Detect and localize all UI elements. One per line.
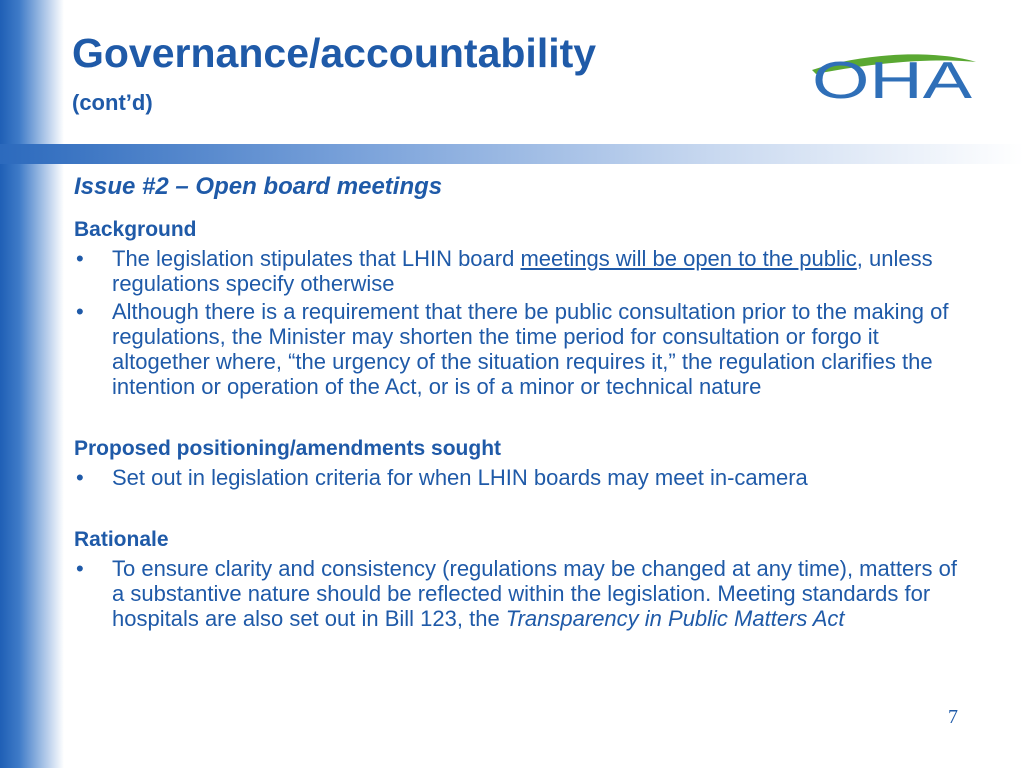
logo-text: OHA bbox=[812, 52, 973, 104]
bullet-icon: • bbox=[76, 556, 84, 581]
background-list bbox=[74, 246, 964, 399]
bullet-icon: • bbox=[76, 465, 84, 490]
oha-logo bbox=[806, 40, 982, 104]
act-title: Transparency in Public Matters Act bbox=[505, 606, 845, 631]
rationale-bullet-1-text: To ensure clarity and consistency (regulations may be changed at any time), matters of a substantive nature should be reflected within the legislation. Meeting standards for hospitals are also set out in Bill 123, the bbox=[112, 556, 957, 631]
proposed-bullet-1-text: Set out in legislation criteria for when LHIN boards may meet in-camera bbox=[112, 465, 808, 490]
list-item bbox=[74, 556, 964, 631]
list-item bbox=[74, 299, 964, 399]
open-meetings-link[interactable]: meetings will be open to the public bbox=[520, 246, 857, 271]
rationale-heading: Rationale bbox=[74, 528, 169, 551]
bullet-icon: • bbox=[76, 299, 84, 324]
list-item bbox=[74, 246, 964, 296]
background-bullet-2-text: Although there is a requirement that there be public consultation prior to the making of regulations, the Minister may shorten the time period for consultation or forgo it altogether where, “the urgency of the situation requires it,” the regulation clarifies the intention or operation of the Act, or is of a minor or technical nature bbox=[112, 299, 949, 399]
background-heading: Background bbox=[74, 218, 197, 241]
slide-subtitle: (cont’d) bbox=[72, 90, 153, 115]
list-item bbox=[74, 465, 964, 490]
issue-heading: Issue #2 – Open board meetings bbox=[74, 173, 443, 200]
bullet-icon: • bbox=[76, 246, 84, 271]
page-number: 7 bbox=[948, 706, 958, 728]
proposed-heading: Proposed positioning/amendments sought bbox=[74, 437, 502, 460]
background-bullet-1-text: The legislation stipulates that LHIN board bbox=[112, 246, 521, 271]
background-bullet-1-tail: , unless regulations specify otherwise bbox=[112, 246, 933, 296]
slide-content bbox=[74, 174, 964, 634]
header-divider bbox=[0, 144, 1024, 164]
rationale-list bbox=[74, 556, 964, 631]
left-gradient-band bbox=[0, 0, 64, 768]
slide-title: Governance/accountability bbox=[72, 30, 597, 76]
proposed-list bbox=[74, 465, 964, 490]
